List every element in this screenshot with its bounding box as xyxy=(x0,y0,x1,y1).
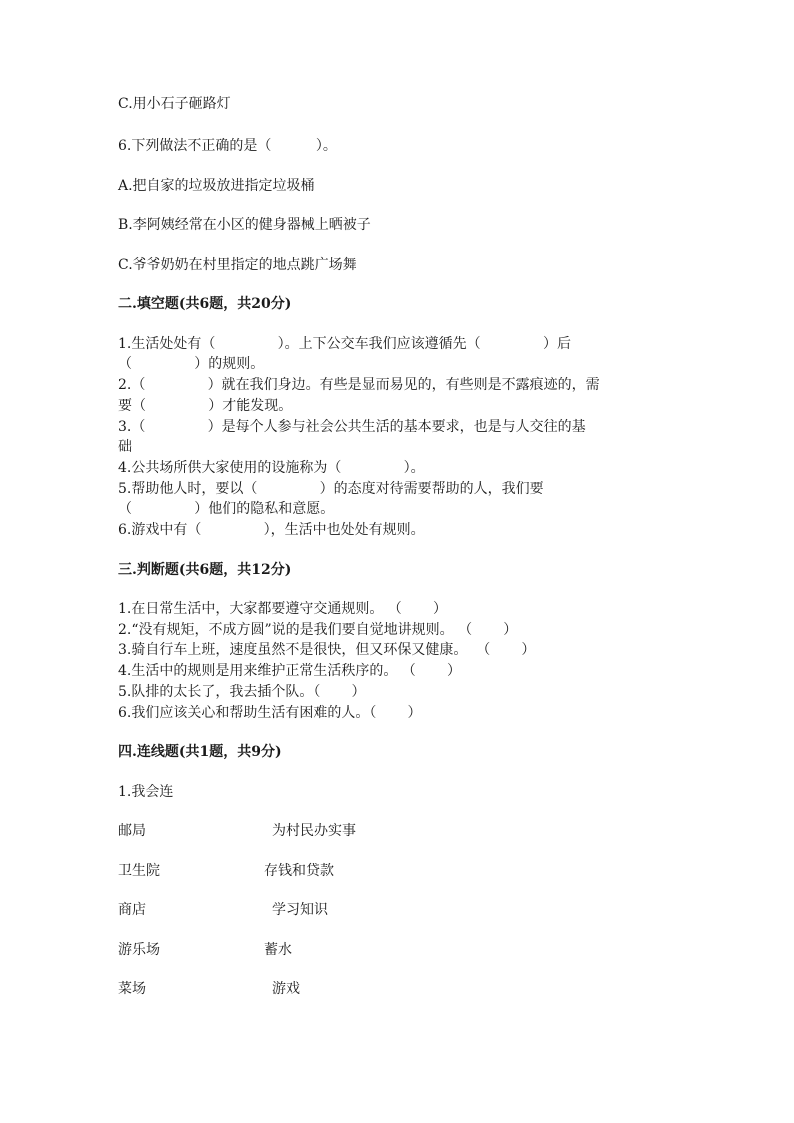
matching-left-item: 卫生院 xyxy=(118,863,160,879)
matching-left-item: 菜场 xyxy=(118,981,146,997)
fill-blank-line: （ ）的规则。 xyxy=(118,356,265,372)
matching-right-item: 存钱和贷款 xyxy=(264,863,334,879)
true-false-line: 3.骑自行车上班，速度虽然不是很快，但又环保又健康。 （ ） xyxy=(118,642,536,658)
true-false-line: 4.生活中的规则是用来维护正常生活秩序的。 （ ） xyxy=(118,663,461,679)
q6-option-c: C.爷爷奶奶在村里指定的地点跳广场舞 xyxy=(118,257,357,273)
fill-blank-line: 1.生活处处有（ ）。上下公交车我们应该遵循先（ ）后 xyxy=(118,336,571,352)
fill-blank-line: 5.帮助他人时，要以（ ）的态度对待需要帮助的人，我们要 xyxy=(118,481,544,497)
fill-blank-line: 2.（ ）就在我们身边。有些是显而易见的，有些则是不露痕迹的，需 xyxy=(118,377,600,393)
true-false-line: 6.我们应该关心和帮助生活有困难的人。（ ） xyxy=(118,705,422,721)
true-false-line: 2.“没有规矩，不成方圆”说的是我们要自觉地讲规则。 （ ） xyxy=(118,622,518,638)
true-false-line: 5.队排的太长了，我去插个队。（ ） xyxy=(118,684,366,700)
q5-option-c: C.用小石子砸路灯 xyxy=(118,96,231,112)
matching-right-item: 游戏 xyxy=(272,981,300,997)
matching-left-item: 游乐场 xyxy=(118,942,160,958)
q6-option-b: B.李阿姨经常在小区的健身器械上晒被子 xyxy=(118,217,371,233)
fill-blank-line: 要（ ）才能发现。 xyxy=(118,398,293,414)
section-heading-matching: 四.连线题(共1题，共9分) xyxy=(118,744,282,760)
fill-blank-line: （ ）他们的隐私和意愿。 xyxy=(118,501,335,517)
q6-stem: 6.下列做法不正确的是（ ）。 xyxy=(118,138,337,154)
matching-question: 1.我会连 xyxy=(118,784,174,800)
true-false-line: 1.在日常生活中，大家都要遵守交通规则。 （ ） xyxy=(118,601,447,617)
section-heading-fill-blank: 二.填空题(共6题，共20分) xyxy=(118,296,292,312)
matching-right-item: 蓄水 xyxy=(264,942,292,958)
matching-left-item: 商店 xyxy=(118,902,146,918)
q6-option-a: A.把自家的垃圾放进指定垃圾桶 xyxy=(118,178,315,194)
fill-blank-line: 3.（ ）是每个人参与社会公共生活的基本要求，也是与人交往的基 xyxy=(118,419,586,435)
matching-left-item: 邮局 xyxy=(118,823,146,839)
fill-blank-line: 础 xyxy=(118,439,132,455)
matching-right-item: 为村民办实事 xyxy=(272,823,356,839)
fill-blank-line: 6.游戏中有（ ），生活中也处处有规则。 xyxy=(118,522,425,538)
fill-blank-line: 4.公共场所供大家使用的设施称为（ ）。 xyxy=(118,460,425,476)
matching-right-item: 学习知识 xyxy=(272,902,328,918)
section-heading-true-false: 三.判断题(共6题，共12分) xyxy=(118,562,292,578)
